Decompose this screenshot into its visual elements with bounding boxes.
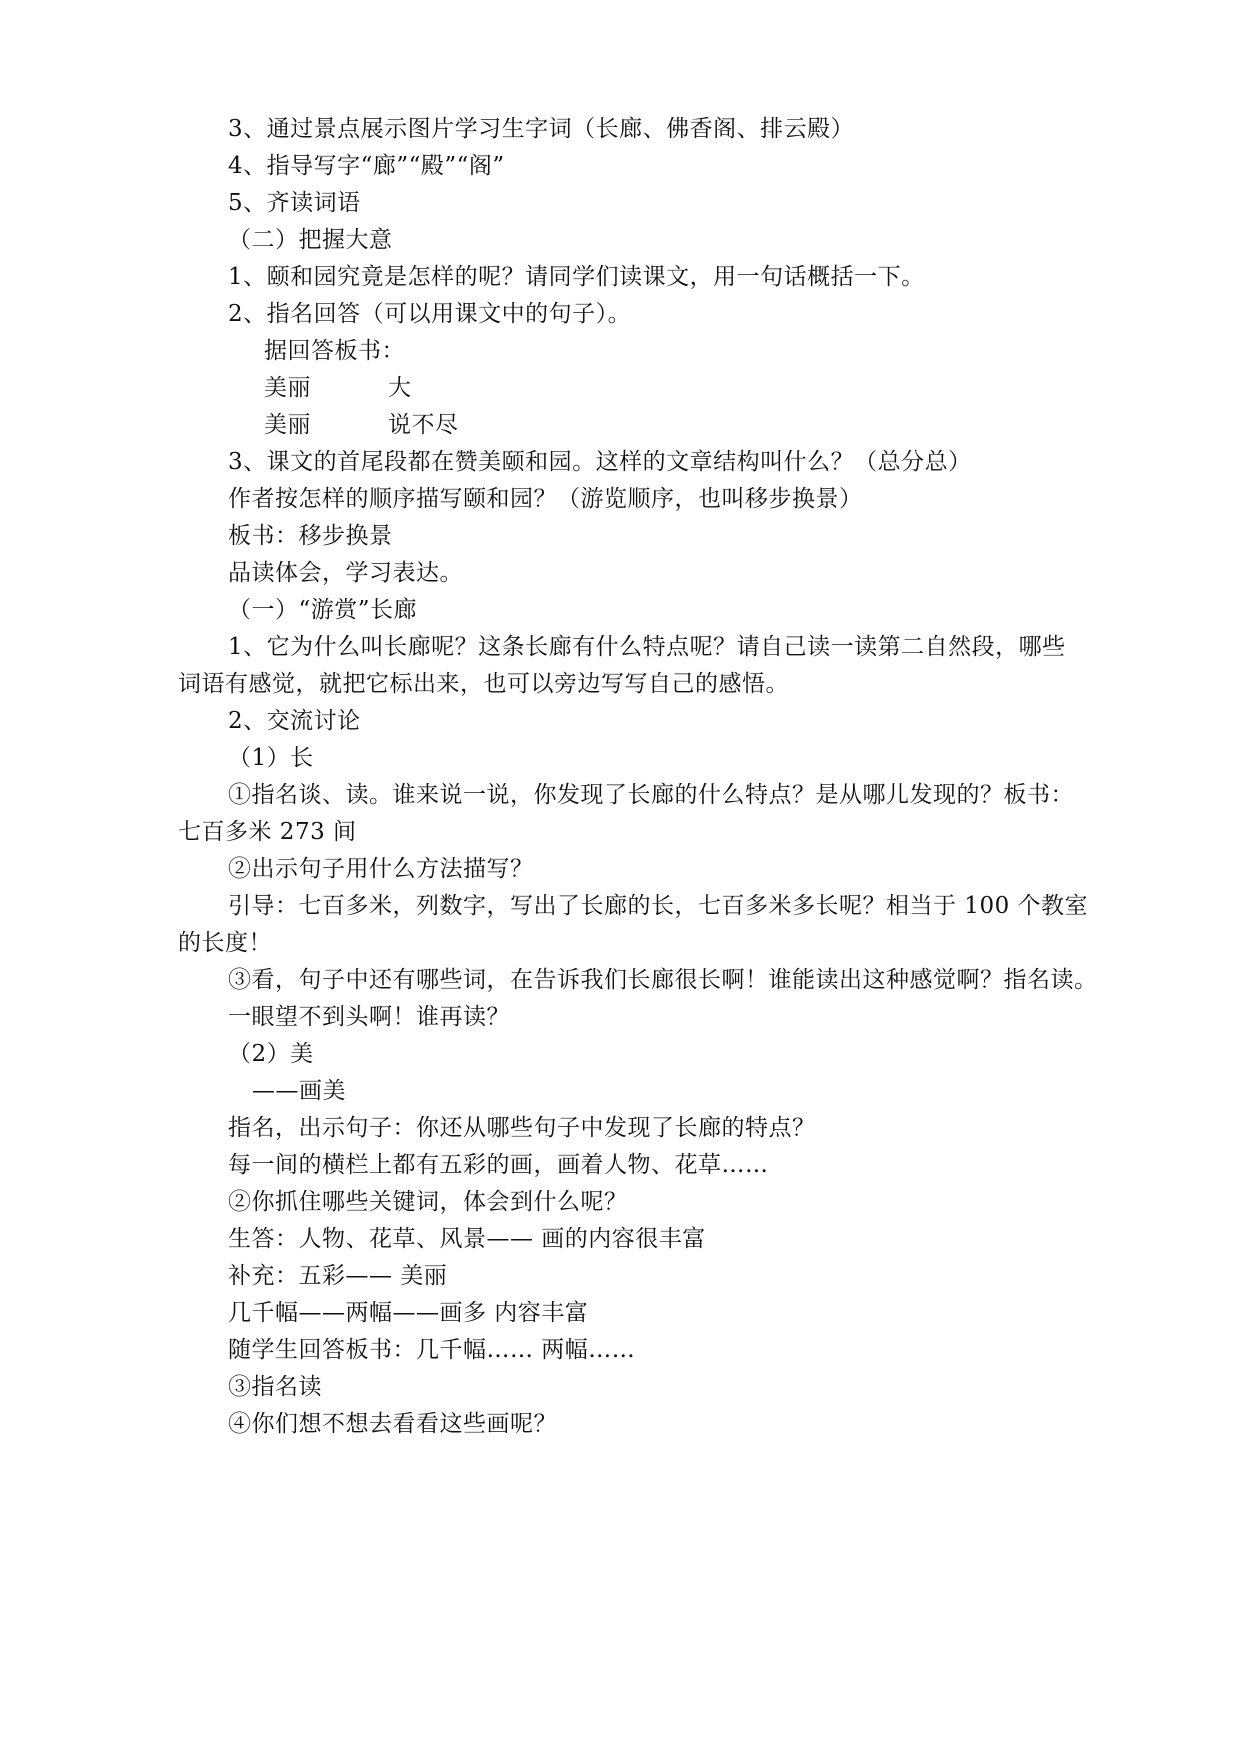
text-line: 指名，出示句子：你还从哪些句子中发现了长廊的特点？	[228, 1115, 816, 1141]
text-line: 2、交流讨论	[228, 708, 361, 734]
section-heading: （一）“游赏”长廊	[228, 597, 418, 623]
text-line: 的长度！	[178, 930, 272, 956]
text-line: 据回答板书：	[264, 338, 405, 364]
text-line: 生答：人物、花草、风景—— 画的内容很丰富	[228, 1226, 706, 1252]
board-word: 说不尽	[388, 412, 459, 438]
text-line: 一眼望不到头啊！谁再读？	[228, 1004, 510, 1030]
text-line: 几千幅——两幅——画多 内容丰富	[228, 1300, 589, 1326]
text-line: 七百多米 273 间	[178, 819, 357, 845]
text-line: 补充：五彩—— 美丽	[228, 1263, 448, 1289]
text-line: 5、齐读词语	[228, 190, 361, 216]
text-line: 随学生回答板书：几千幅…… 两幅……	[228, 1337, 636, 1363]
text-line: ③指名读	[228, 1374, 322, 1400]
text-line: 引导：七百多米，列数字，写出了长廊的长，七百多米多长呢？相当于 100 个教室	[228, 893, 1089, 919]
text-line: 4、指导写字“廊”“殿”“阁”	[228, 153, 505, 179]
text-line: 每一间的横栏上都有五彩的画，画着人物、花草……	[228, 1152, 769, 1178]
text-line: ②出示句子用什么方法描写？	[228, 856, 534, 882]
text-line: ①指名谈、读。谁来说一说，你发现了长廊的什么特点？是从哪儿发现的？板书：	[228, 782, 1074, 808]
text-line: 1、它为什么叫长廊呢？这条长廊有什么特点呢？请自己读一读第二自然段，哪些	[228, 634, 1066, 660]
board-word: 大	[388, 375, 412, 401]
text-line: 品读体会，学习表达。	[228, 560, 463, 586]
board-word: 美丽	[264, 375, 311, 401]
text-line: 1、颐和园究竟是怎样的呢？请同学们读课文，用一句话概括一下。	[228, 264, 925, 290]
board-word: 美丽	[264, 412, 311, 438]
text-line: 词语有感觉，就把它标出来，也可以旁边写写自己的感悟。	[178, 671, 789, 697]
text-line: ④你们想不想去看看这些画呢？	[228, 1411, 557, 1437]
text-line: ——画美	[252, 1078, 346, 1104]
text-line: ②你抓住哪些关键词，体会到什么呢？	[228, 1189, 628, 1215]
text-line: 作者按怎样的顺序描写颐和园？（游览顺序，也叫移步换景）	[228, 486, 863, 512]
text-line: ③看，句子中还有哪些词，在告诉我们长廊很长啊！谁能读出这种感觉啊？指名读。	[228, 967, 1098, 993]
text-line: 3、通过景点展示图片学习生字词（长廊、佛香阁、排云殿）	[228, 116, 855, 142]
text-line: 3、课文的首尾段都在赞美颐和园。这样的文章结构叫什么？（总分总）	[228, 449, 972, 475]
text-line: 2、指名回答（可以用课文中的句子）。	[228, 301, 632, 327]
section-heading: （1）长	[228, 745, 314, 771]
section-heading: （2）美	[228, 1041, 314, 1067]
section-heading: （二）把握大意	[228, 227, 393, 253]
text-line: 板书：移步换景	[228, 523, 393, 549]
